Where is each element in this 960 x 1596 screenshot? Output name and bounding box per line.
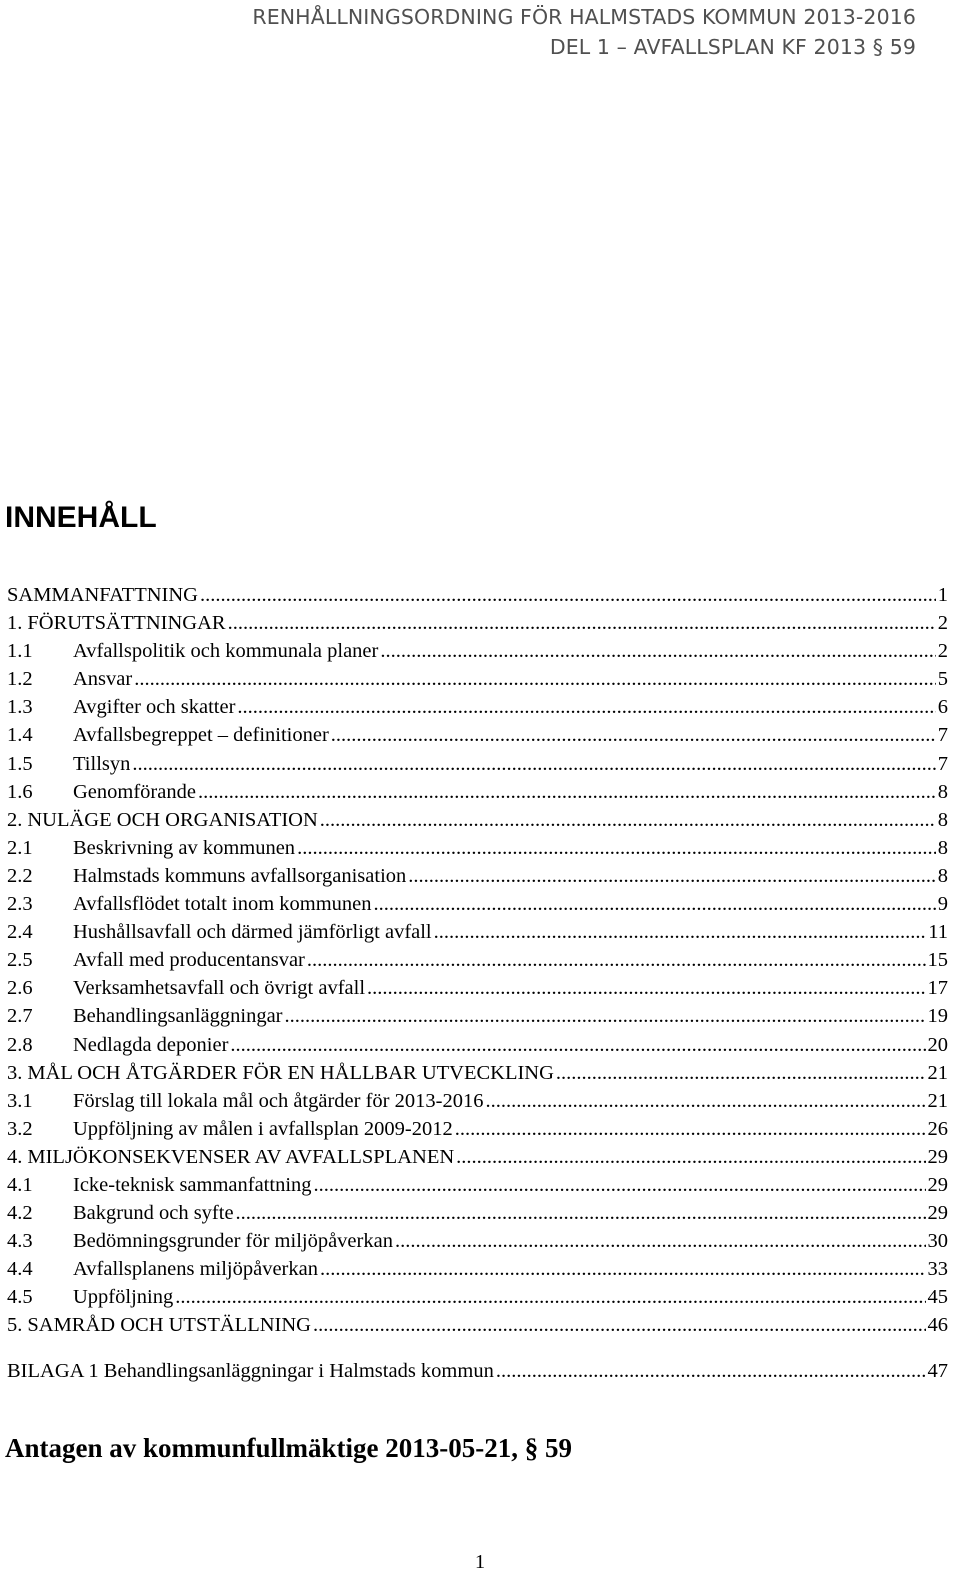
toc-entry[interactable] (7, 806, 948, 834)
toc-entry[interactable] (7, 665, 948, 693)
toc-entry-number: 2.6 (7, 977, 33, 1000)
toc-entry[interactable] (7, 581, 948, 609)
toc-entry-number: 1.4 (7, 724, 33, 747)
toc-entry-title: Nedlagda deponier (73, 1033, 229, 1056)
toc-entry-number: 4.2 (7, 1202, 33, 1225)
toc-dot-leader (175, 1283, 925, 1311)
running-header (252, 2, 916, 62)
toc-entry-title: Uppföljning av målen i avfallsplan 2009-2012 (73, 1117, 453, 1140)
toc-entry-number: 1.6 (7, 780, 33, 803)
toc-annex-entry[interactable] (7, 1357, 948, 1385)
toc-entry-number: 4.5 (7, 1286, 33, 1309)
toc-entry[interactable] (7, 1031, 948, 1059)
toc-entry-page: 1 (937, 584, 948, 606)
toc-entry-number: 1.1 (7, 640, 33, 663)
toc-title: INNEHÅLL (5, 501, 157, 534)
toc-entry[interactable] (7, 1115, 948, 1143)
toc-entry-title: MÅL OCH ÅTGÄRDER FÖR EN HÅLLBAR UTVECKLING (27, 1061, 554, 1084)
toc-entry-number: 4.4 (7, 1258, 33, 1281)
toc-entry-page: 7 (937, 724, 948, 747)
toc-entry-page: 30 (927, 1230, 948, 1253)
toc-entry-title: Hushållsavfall och därmed jämförligt avfall (73, 921, 432, 944)
header-line-1: RENHÅLLNINGSORDNING FÖR HALMSTADS KOMMUN 2013-2016 (252, 5, 916, 29)
toc-entry[interactable] (7, 1227, 948, 1255)
toc-entry-page: 20 (927, 1033, 948, 1056)
table-of-contents (7, 581, 948, 1382)
toc-entry[interactable] (7, 637, 948, 665)
toc-dot-leader (230, 1031, 925, 1059)
toc-dot-leader (320, 1255, 926, 1283)
toc-entry-number: 2.2 (7, 864, 33, 887)
toc-dot-leader (395, 1227, 926, 1255)
toc-entry-page: 29 (927, 1173, 948, 1196)
toc-entry-number: 1. (7, 612, 23, 635)
toc-entry[interactable] (7, 834, 948, 862)
toc-entry-title: FÖRUTSÄTTNINGAR (27, 612, 226, 635)
toc-entry[interactable] (7, 1002, 948, 1030)
toc-entry-page: 26 (927, 1117, 948, 1140)
toc-annex-page: 47 (927, 1359, 948, 1382)
toc-entry-page: 21 (927, 1061, 948, 1084)
toc-dot-leader (237, 693, 935, 721)
toc-entry-title: Avfall med producentansvar (73, 949, 305, 972)
toc-entry-title: Genomförande (73, 780, 196, 803)
toc-dot-leader (134, 665, 936, 693)
toc-entry-page: 8 (937, 780, 948, 803)
toc-dot-leader (408, 862, 935, 890)
toc-entry-number: 5. (7, 1314, 23, 1337)
toc-entry-number: 4. (7, 1145, 23, 1168)
toc-entry-title: Avgifter och skatter (73, 696, 236, 719)
toc-entry-title: Bedömningsgrunder för miljöpåverkan (73, 1230, 393, 1253)
toc-entry-page: 19 (927, 1005, 948, 1028)
toc-dot-leader (313, 1311, 926, 1339)
toc-entry-number: 2.5 (7, 949, 33, 972)
toc-entry-number: 2.3 (7, 893, 33, 916)
toc-entry-title: Avfallsplanens miljöpåverkan (73, 1258, 318, 1281)
toc-entry-page: 5 (937, 668, 948, 691)
toc-entry[interactable] (7, 890, 948, 918)
toc-entry-number: 1.2 (7, 668, 33, 691)
toc-entry-number: 4.1 (7, 1173, 33, 1196)
toc-dot-leader (285, 1002, 926, 1030)
toc-entry-title: Uppföljning (73, 1286, 174, 1309)
toc-entry-title: Beskrivning av kommunen (73, 836, 296, 859)
toc-entry-page: 17 (927, 977, 948, 1000)
toc-entry-page: 2 (937, 612, 948, 635)
toc-dot-leader (297, 834, 936, 862)
toc-entry-number: 3. (7, 1061, 23, 1084)
toc-dot-leader (236, 1199, 926, 1227)
toc-entry[interactable] (7, 1059, 948, 1087)
toc-entry[interactable] (7, 693, 948, 721)
toc-dot-leader (331, 721, 936, 749)
toc-entry-title: SAMMANFATTNING (7, 584, 198, 606)
toc-entry[interactable] (7, 778, 948, 806)
toc-entry-page: 8 (937, 836, 948, 859)
toc-dot-leader (320, 806, 936, 834)
toc-entry-page: 15 (927, 949, 948, 972)
toc-entry-title: Avfallsflödet totalt inom kommunen (73, 893, 372, 916)
toc-dot-leader (200, 581, 936, 609)
toc-dot-leader (434, 918, 927, 946)
toc-entry[interactable] (7, 1199, 948, 1227)
toc-entry-number: 4.3 (7, 1230, 33, 1253)
toc-entry-page: 2 (937, 640, 948, 663)
toc-entry-title: SAMRÅD OCH UTSTÄLLNING (27, 1314, 311, 1337)
toc-dot-leader (556, 1059, 926, 1087)
toc-annex-title: BILAGA 1 Behandlingsanläggningar i Halmstads kommun (7, 1359, 494, 1382)
toc-entry-page: 29 (927, 1202, 948, 1225)
toc-entry[interactable] (7, 974, 948, 1002)
toc-dot-leader (496, 1357, 926, 1385)
toc-entry-title: Förslag till lokala mål och åtgärder för 2013-2016 (73, 1089, 484, 1112)
toc-entry[interactable] (7, 750, 948, 778)
toc-entry-title: MILJÖKONSEKVENSER AV AVFALLSPLANEN (27, 1145, 455, 1168)
toc-dot-leader (132, 750, 935, 778)
toc-entry[interactable] (7, 1087, 948, 1115)
header-line-2: DEL 1 – AVFALLSPLAN KF 2013 § 59 (549, 35, 916, 59)
toc-entry-page: 8 (937, 864, 948, 887)
toc-entry-page: 33 (927, 1258, 948, 1281)
toc-entry[interactable] (7, 1255, 948, 1283)
toc-dot-leader (374, 890, 936, 918)
toc-entry-title: Icke-teknisk sammanfattning (73, 1173, 312, 1196)
toc-entry-page: 21 (927, 1089, 948, 1112)
toc-entry-page: 9 (937, 893, 948, 916)
toc-entry-number: 2.4 (7, 921, 33, 944)
toc-entry[interactable] (7, 609, 948, 637)
toc-entry-page: 46 (927, 1314, 948, 1337)
toc-entry-number: 2.7 (7, 1005, 33, 1028)
toc-entry[interactable] (7, 946, 948, 974)
toc-entry-number: 3.2 (7, 1117, 33, 1140)
toc-entry-title: NULÄGE OCH ORGANISATION (27, 808, 318, 831)
toc-entry[interactable] (7, 1283, 948, 1311)
toc-entry-number: 1.5 (7, 752, 33, 775)
toc-entry-title: Verksamhetsavfall och övrigt avfall (73, 977, 366, 1000)
toc-entry-page: 7 (937, 752, 948, 775)
toc-entry[interactable] (7, 1311, 948, 1339)
toc-dot-leader (367, 974, 925, 1002)
toc-entry-page: 8 (937, 808, 948, 831)
toc-dot-leader (455, 1115, 926, 1143)
toc-entry-page: 45 (927, 1286, 948, 1309)
toc-entry-title: Behandlingsanläggningar (73, 1005, 283, 1028)
toc-entry-number: 2. (7, 808, 23, 831)
toc-entry-number: 1.3 (7, 696, 33, 719)
toc-entry[interactable] (7, 1171, 948, 1199)
toc-dot-leader (314, 1171, 926, 1199)
adoption-note: Antagen av kommunfullmäktige 2013-05-21, § 59 (5, 1433, 573, 1463)
page-number: 1 (474, 1551, 486, 1573)
toc-dot-leader (485, 1087, 925, 1115)
toc-entry-title: Avfallsbegreppet – definitioner (73, 724, 329, 747)
toc-entry[interactable] (7, 862, 948, 890)
toc-entry[interactable] (7, 1143, 948, 1171)
toc-dot-leader (380, 637, 935, 665)
toc-entry-title: Avfallspolitik och kommunala planer (73, 640, 379, 663)
toc-entry-number: 2.8 (7, 1033, 33, 1056)
toc-entry[interactable] (7, 918, 948, 946)
toc-entry-title: Tillsyn (73, 752, 131, 775)
toc-entry-page: 29 (927, 1145, 948, 1168)
toc-entry-number: 2.1 (7, 836, 33, 859)
toc-entry-page: 6 (937, 696, 948, 719)
toc-entry-title: Halmstads kommuns avfallsorganisation (73, 864, 407, 887)
toc-entry[interactable] (7, 721, 948, 749)
toc-entry-page: 11 (928, 921, 948, 944)
toc-entry-title: Ansvar (73, 668, 133, 691)
toc-dot-leader (198, 778, 936, 806)
toc-entry-number: 3.1 (7, 1089, 33, 1112)
toc-dot-leader (456, 1143, 925, 1171)
toc-entry-title: Bakgrund och syfte (73, 1202, 234, 1225)
toc-dot-leader (228, 609, 936, 637)
toc-dot-leader (307, 946, 926, 974)
